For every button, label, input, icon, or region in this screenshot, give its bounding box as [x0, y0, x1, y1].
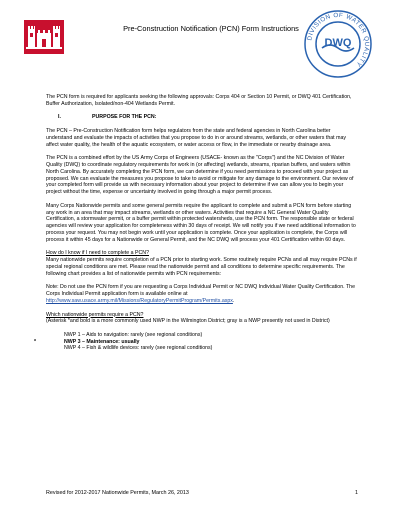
nwp-item-text: NWP 1 – Aids to navigation: rarely (see regional conditions)	[64, 331, 203, 338]
nwp-item-text: NWP 4 – Fish & wildlife devices: rarely (see regional conditions)	[64, 345, 213, 352]
need-pcn-paragraph: Many nationwide permits require completion of a PCN prior to starting work. Some routinely require PCNs and all may require PCNs if special regional conditions are met. Please read the nationwide permit and all conditions to determine specific requirements. The following chart provides a list of nationwide permits with PCN requirements:	[46, 257, 357, 277]
usace-castle-logo	[24, 20, 64, 54]
section-title: PURPOSE FOR THE PCN:	[92, 114, 157, 121]
nwp-item-text: NWP 3 – Maintenance: usually	[64, 338, 140, 345]
question-which-nwp: Which nationwide permits require a PCN?	[46, 311, 144, 318]
nwp-list	[34, 331, 358, 352]
intro-paragraph: The PCN form is required for applicants seeking the following approvals: Corps 404 or Section 10 Permit, or DWQ 401 Certification, Buffer Authorization, Isolated/non-404 Wetlands Permit.	[46, 94, 352, 107]
note-text: Note: Do not use the PCN form if you are requesting a Corps Individual Permit or NC DWQ Individual Water Quality Certification. The Corps Individual Permit application form is available online at	[46, 284, 356, 298]
page-footer	[46, 490, 358, 496]
page-header-title: Pre-Construction Notification (PCN) Form Instructions	[123, 24, 299, 33]
dwq-logo-text: DWQ	[324, 37, 352, 49]
purpose-paragraph-2: The PCN is a combined effort by the US Army Corps of Engineers (USACE- known as the "Corps") and the NC Division of Water Quality (DWQ) to coordinate regulatory requirements for work in (or affecting) wetlands, streams, riparian buffers, and waters within North Carolina. By accurately completing the PCN form, we can determine if you need permissions to proceed with your project as proposed. We can evaluate the measures you propose to take to avoid or mitigate for any damage to the environment. Our review of your completed form will provide us with necessary information about your project to determine if we can allow you to begin your project without the time, expense or uncertainty involved in going through a major permit process.	[46, 155, 354, 196]
nwp-asterisk: *	[34, 338, 37, 345]
page-number: 1	[355, 490, 358, 496]
nwp-list-item	[64, 332, 358, 339]
purpose-paragraph-1: The PCN – Pre-Construction Notification form helps regulators from the state and federal agencies in North Carolina better understand and evaluate the impacts of activities that you propose to do in or around streams, wetlands, or other waters that may affect water quality, the health of the aquatic ecosystem, or water access or flow, in the immediate or nearby drainage area.	[46, 127, 346, 148]
section-heading	[46, 114, 358, 121]
note-end: .	[232, 297, 235, 304]
nwp-list-item	[34, 338, 358, 346]
corps-permit-link[interactable]: http://www.saw.usace.army.mil/Missions/RegulatoryPermitProgram/Permits.aspx	[46, 297, 233, 304]
which-nwp-subtext: (Asterisk *and bold is a more commonly used NWP in the Wilmington District; gray is a NWP presently not used in District)	[46, 318, 330, 325]
dwq-logo-ring-text: DIVISION OF WATER QUALITY	[306, 11, 371, 69]
nwp-list-item	[64, 345, 358, 352]
purpose-paragraph-3: Many Corps Nationwide permits and some general permits require the applicant to complete and submit a PCN form before starting any work in an area that may impact streams, wetlands or other waters. Activities that require a NC General Water Quality Certification, a stormwater permit, or a buffer permit within protected watersheds, use the PCN form. The responsible state or federal agencies will review your application for completeness within 30 days of receipt. We will notify you if we need additional information to process your request. You may not begin work until your application is complete. Once your application is complete, the Corps will process it within 45 days for a Nationwide or General Permit, and the NC DWQ will process your 401 Certification within 60 days.	[46, 202, 356, 243]
document-body	[34, 94, 358, 352]
footer-revision-text: Revised for 2012-2017 Nationwide Permits, March 26, 2013	[46, 490, 189, 496]
question-need-pcn: How do I know if I need to complete a PCN?	[46, 250, 150, 257]
section-number: I.	[58, 114, 61, 121]
note-paragraph	[46, 284, 358, 304]
dwq-logo	[302, 8, 374, 80]
